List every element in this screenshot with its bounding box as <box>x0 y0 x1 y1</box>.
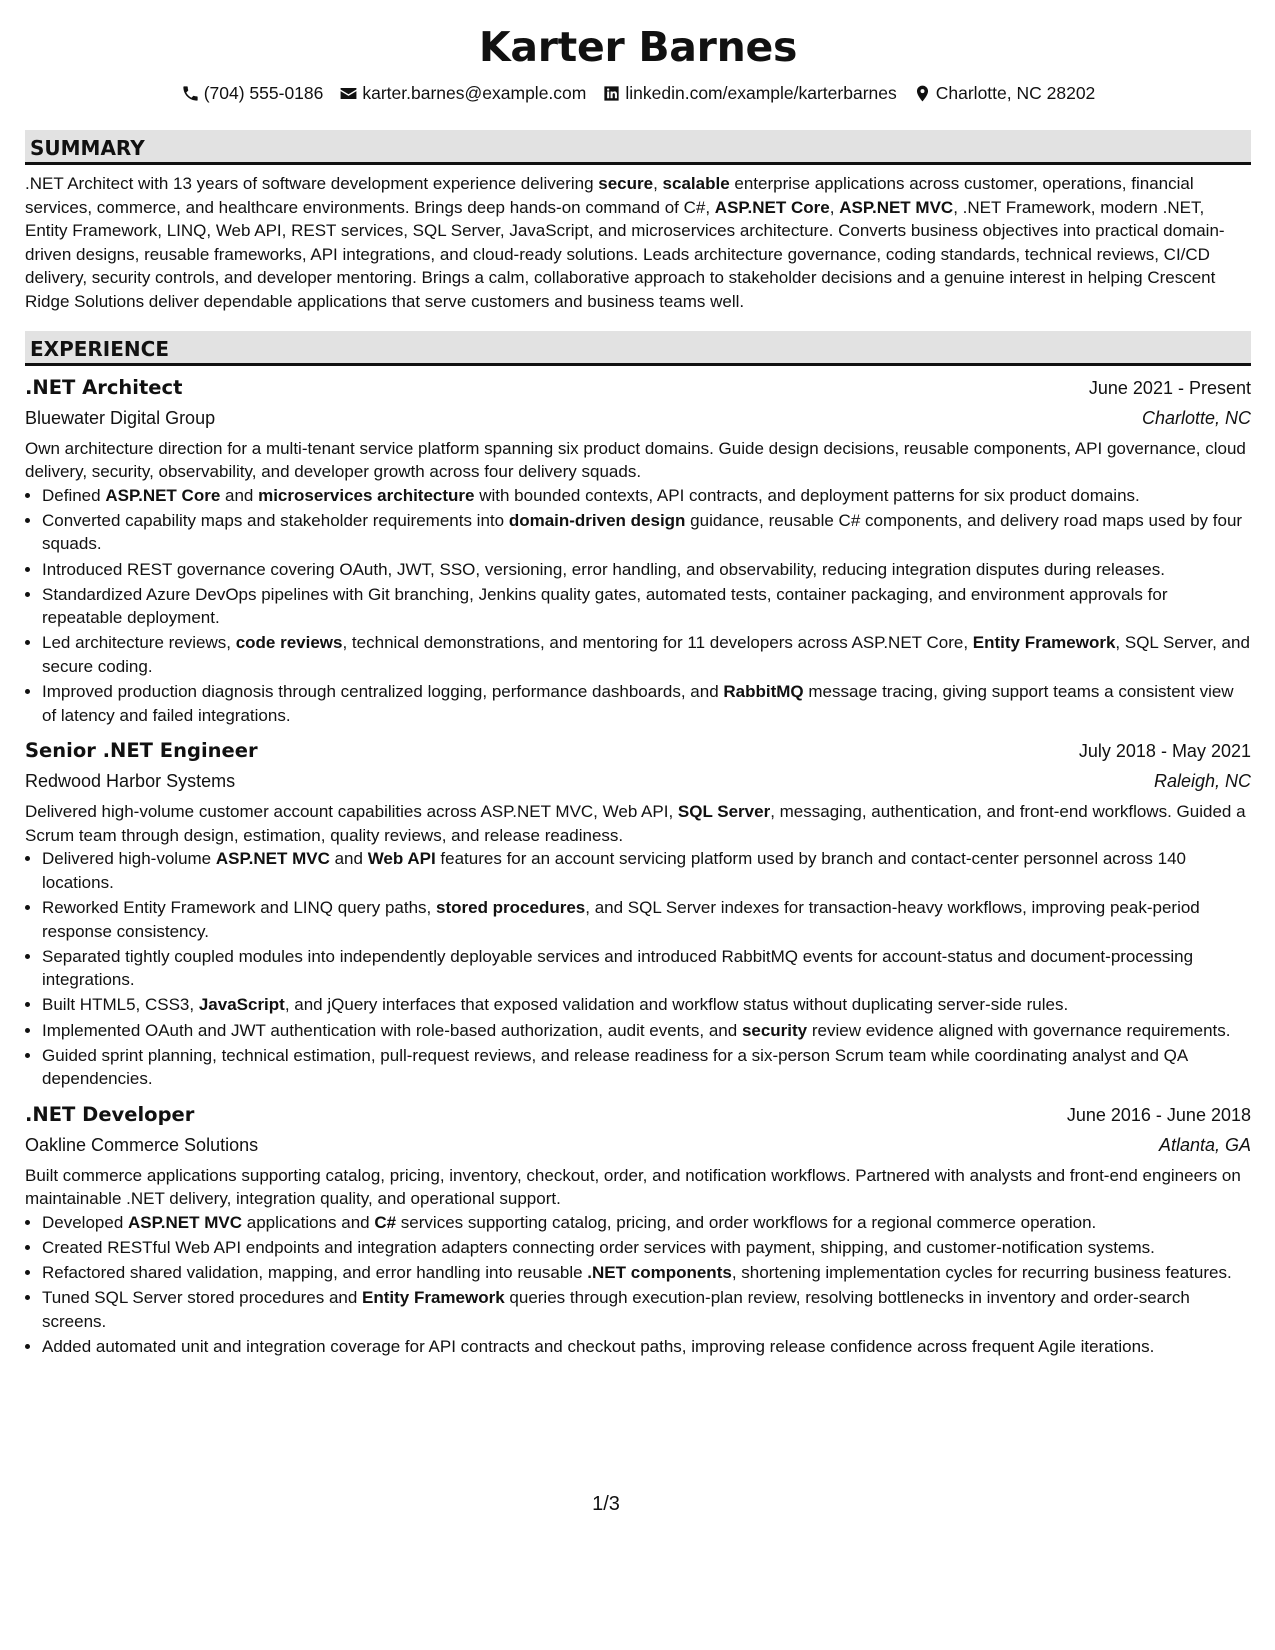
contact-phone-text[interactable]: (704) 555-0186 <box>203 83 324 103</box>
bullet-item: • Developed ASP.NET MVC applications and C# services supporting catalog, pricing, and order workflows for a regional commerce operation. <box>42 1211 1251 1235</box>
job-location: Charlotte, NC <box>1141 407 1251 428</box>
emphasized-keyword: ASP.NET MVC <box>128 1213 243 1232</box>
contact-phone <box>181 81 324 105</box>
emphasized-keyword: domain-driven design <box>508 510 686 530</box>
job-description: Delivered high-volume customer account capabilities across ASP.NET MVC, Web API, SQL Server, messaging, authentication, and front-end workflows. Guided a Scrum team through design, estimation, quality reviews, and release readiness. <box>25 802 1246 845</box>
emphasized-keyword: microservices architecture <box>258 485 475 505</box>
job-company: Bluewater Digital Group <box>25 407 216 428</box>
job-bullets <box>25 1211 1251 1359</box>
job-description: Built commerce applications supporting catalog, pricing, inventory, checkout, order, and notification workflows. Partnered with analysts and front-end engineers on maintainable .NET delivery, integration quality, and operational support. <box>25 1165 1241 1209</box>
job-dates: July 2018 - May 2021 <box>1078 741 1251 762</box>
phone-icon <box>181 84 200 103</box>
bullet-item: • Defined ASP.NET Core and microservices architecture with bounded contexts, API contracts, and deployment patterns for six product domains. <box>42 484 1251 508</box>
map-marker-icon <box>913 84 932 103</box>
emphasized-keyword: scalable <box>662 174 730 193</box>
linkedin-icon <box>602 84 621 103</box>
job-description: Own architecture direction for a multi-tenant service platform spanning six product domains. Guide design decisions, reusable components, API governance, cloud delivery, security, observability, and developer growth across four delivery squads. <box>25 438 1246 482</box>
page-number: 1/3 <box>592 1493 620 1515</box>
job-dates: June 2016 - June 2018 <box>1066 1104 1251 1125</box>
emphasized-keyword: stored procedures <box>436 898 586 918</box>
job-location: Raleigh, NC <box>1153 771 1251 792</box>
job-company: Oakline Commerce Solutions <box>25 1134 259 1155</box>
bullet-item: • Built HTML5, CSS3, JavaScript, and jQuery interfaces that exposed validation and workflow status without duplicating server-side rules. <box>42 993 1251 1017</box>
bullet-item: • Guided sprint planning, technical estimation, pull-request reviews, and release readiness for a six-person Scrum team while coordinating analyst and QA dependencies. <box>42 1044 1251 1091</box>
bullet-item: • Converted capability maps and stakeholder requirements into domain-driven design guidance, reusable C# components, and delivery road maps used by four squads. <box>42 509 1251 556</box>
emphasized-keyword: ASP.NET Core <box>105 485 221 505</box>
emphasized-keyword: Entity Framework <box>362 1288 505 1308</box>
bullet-item: • Introduced REST governance covering OAuth, JWT, SSO, versioning, error handling, and observability, reducing integration disputes during releases. <box>42 558 1251 582</box>
job-entry <box>25 373 1251 728</box>
bullet-item: • Tuned SQL Server stored procedures and Entity Framework queries through execution-plan review, resolving bottlenecks in inventory and order-search screens. <box>42 1286 1251 1333</box>
job-company: Redwood Harbor Systems <box>25 771 236 792</box>
bullet-item: • Separated tightly coupled modules into independently deployable services and introduced RabbitMQ events for account-status and document-processing integrations. <box>42 945 1251 992</box>
contact-location <box>913 81 1096 105</box>
envelope-icon <box>339 84 358 103</box>
candidate-name: Karter Barnes <box>478 23 798 71</box>
summary-heading: SUMMARY <box>25 130 1251 165</box>
contact-email <box>339 81 586 105</box>
bullet-item: • Led architecture reviews, code reviews, technical demonstrations, and mentoring for 11 developers across ASP.NET Core, Entity Framework, SQL Server, and secure coding. <box>42 631 1251 678</box>
contact-linkedin <box>602 81 896 105</box>
job-entry <box>25 736 1251 1091</box>
bullet-item: • Refactored shared validation, mapping, and error handling into reusable .NET components, shortening implementation cycles for recurring business features. <box>42 1261 1251 1285</box>
bullet-item: • Implemented OAuth and JWT authentication with role-based authorization, audit events, and security review evidence aligned with governance requirements. <box>42 1019 1251 1043</box>
job-dates: June 2021 - Present <box>1088 377 1251 398</box>
contact-linkedin-text[interactable]: linkedin.com/example/karterbarnes <box>625 83 897 103</box>
emphasized-keyword: ASP.NET MVC <box>839 197 954 217</box>
bullet-item: • Standardized Azure DevOps pipelines with Git branching, Jenkins quality gates, automated tests, container packaging, and environment approvals for repeatable deployment. <box>42 583 1251 630</box>
job-bullets <box>25 847 1251 1090</box>
summary-text: .NET Architect with 13 years of software development experience delivering secure, scalable enterprise applications across customer, operations, financial services, commerce, and healthcare environments. Brings deep hands-on command of C#, ASP.NET Core, ASP.NET MVC, .NET Framework, modern .NET, Entity Framework, LINQ, Web API, REST services, SQL Server, JavaScript, and microservices architecture. Converts business objectives into practical domain-driven designs, reusable frameworks, API integrations, and cloud-ready solutions. Leads architecture governance, coding standards, technical reviews, CI/CD delivery, security controls, and developer mentoring. Brings a calm, collaborative approach to stakeholder decisions and a genuine interest in helping Crescent Ridge Solutions deliver dependable applications that serve customers and business teams well. <box>25 174 1225 311</box>
emphasized-keyword: JavaScript <box>198 995 285 1015</box>
emphasized-keyword: .NET components <box>587 1263 732 1283</box>
emphasized-keyword: C# <box>374 1213 397 1232</box>
job-title: Senior .NET Engineer <box>25 739 258 763</box>
bullet-item: • Created RESTful Web API endpoints and integration adapters connecting order services with payment, shipping, and customer-notification systems. <box>42 1236 1251 1260</box>
job-title: .NET Architect <box>25 375 183 399</box>
emphasized-keyword: security <box>741 1020 808 1040</box>
contact-email-text[interactable]: karter.barnes@example.com <box>362 83 587 103</box>
bullet-item: • Added automated unit and integration coverage for API contracts and checkout paths, improving release confidence across frequent Agile iterations. <box>42 1335 1251 1359</box>
job-bullets <box>25 484 1251 727</box>
bullet-item: • Delivered high-volume ASP.NET MVC and Web API features for an account servicing platform used by branch and contact-center personnel across 140 locations. <box>42 847 1251 894</box>
emphasized-keyword: ASP.NET MVC <box>215 849 330 869</box>
job-entry <box>25 1100 1251 1359</box>
job-location: Atlanta, GA <box>1158 1134 1251 1155</box>
experience-heading: EXPERIENCE <box>25 331 1251 366</box>
emphasized-keyword: SQL Server <box>677 802 771 822</box>
emphasized-keyword: Entity Framework <box>972 633 1116 653</box>
contact-location-text: Charlotte, NC 28202 <box>935 83 1096 103</box>
emphasized-keyword: Web API <box>367 849 436 869</box>
resume-page <box>25 0 1251 1360</box>
job-title: .NET Developer <box>25 1102 195 1126</box>
emphasized-keyword: secure <box>598 174 654 193</box>
bullet-item: • Improved production diagnosis through centralized logging, performance dashboards, and RabbitMQ message tracing, giving support teams a consistent view of latency and failed integrations. <box>42 680 1251 727</box>
emphasized-keyword: code reviews <box>235 633 343 653</box>
contact-bar <box>25 81 1251 105</box>
bullet-item: • Reworked Entity Framework and LINQ query paths, stored procedures, and SQL Server indexes for transaction-heavy workflows, improving peak-period response consistency. <box>42 896 1251 943</box>
emphasized-keyword: ASP.NET Core <box>714 197 830 217</box>
emphasized-keyword: RabbitMQ <box>723 682 804 701</box>
